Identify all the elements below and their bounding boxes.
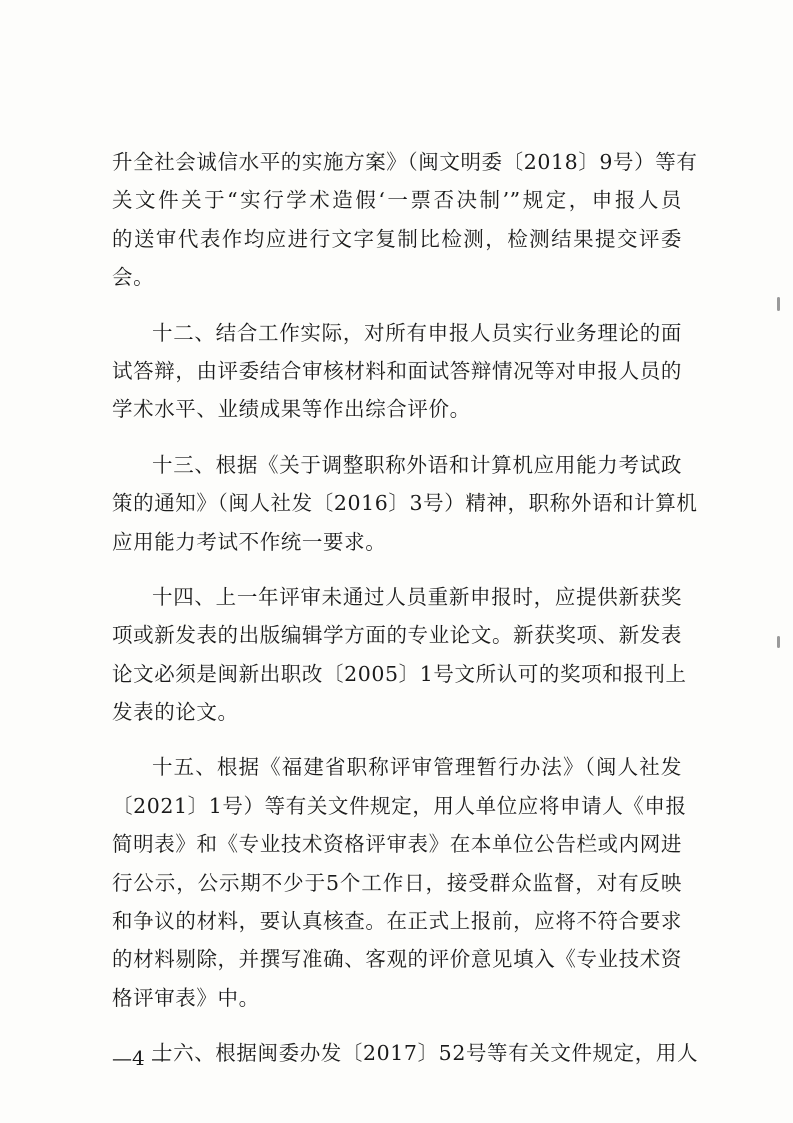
text-line: 的材料剔除，并撰写准确、客观的评价意见填入《专业技术资 bbox=[112, 947, 682, 972]
text-line: 应用能力考试不作统一要求。 bbox=[112, 529, 387, 554]
paragraph-item-13 bbox=[112, 446, 698, 561]
paragraph-item-16 bbox=[112, 1034, 699, 1072]
page-number: —4 — bbox=[112, 1046, 172, 1070]
paragraph-item-12 bbox=[112, 314, 682, 429]
paragraph-continuation bbox=[112, 143, 698, 297]
text-line: 升全社会诚信水平的实施方案》（闽文明委〔2018〕9号）等有 bbox=[112, 150, 698, 174]
text-line: 十五、根据《福建省职称评审管理暂行办法》（闽人社发 bbox=[152, 755, 682, 780]
text-line: 格评审表》中。 bbox=[112, 985, 260, 1010]
paragraph-item-15 bbox=[112, 748, 687, 1017]
text-line: 关文件关于“实行学术造假‘一票否决制’”规定，申报人员 bbox=[112, 188, 682, 213]
text-line: 试答辩，由评委结合审核材料和面试答辩情况等对申报人员的 bbox=[112, 358, 682, 383]
scan-mark bbox=[777, 297, 780, 311]
paragraph-item-14 bbox=[112, 578, 687, 732]
text-line: 发表的论文。 bbox=[112, 700, 239, 725]
text-line: 项或新发表的出版编辑学方面的专业论文。新获奖项、新发表 bbox=[112, 623, 682, 648]
text-line: 策的通知》（闽人社发〔2016〕3号）精神，职称外语和计算机 bbox=[112, 491, 698, 516]
text-line: 和争议的材料，要认真核查。在正式上报前，应将不符合要求 bbox=[112, 909, 682, 934]
text-line: 学术水平、业绩成果等作出综合评价。 bbox=[112, 397, 471, 422]
text-line: 十二、结合工作实际，对所有申报人员实行业务理论的面 bbox=[152, 320, 682, 345]
text-line: 行公示，公示期不少于5个工作日，接受群众监督，对有反映 bbox=[112, 870, 682, 895]
body-text bbox=[112, 143, 699, 1073]
text-line: 简明表》和《专业技术资格评审表》在本单位公告栏或内网进 bbox=[112, 832, 682, 857]
text-line: 十六、根据闽委办发〔2017〕52号等有关文件规定，用人 bbox=[152, 1041, 699, 1066]
text-line: 会。 bbox=[112, 265, 155, 290]
text-line: 的送审代表作均应进行文字复制比检测，检测结果提交评委 bbox=[112, 226, 682, 251]
scan-mark bbox=[777, 636, 780, 648]
text-line: 〔2021〕1号）等有关文件规定，用人单位应将申请人《申报 bbox=[112, 793, 687, 818]
text-line: 论文必须是闽新出职改〔2005〕1号文所认可的奖项和报刊上 bbox=[112, 661, 687, 686]
text-line: 十三、根据《关于调整职称外语和计算机应用能力考试政 bbox=[152, 452, 682, 477]
text-line: 十四、上一年评审未通过人员重新申报时，应提供新获奖 bbox=[152, 584, 682, 609]
